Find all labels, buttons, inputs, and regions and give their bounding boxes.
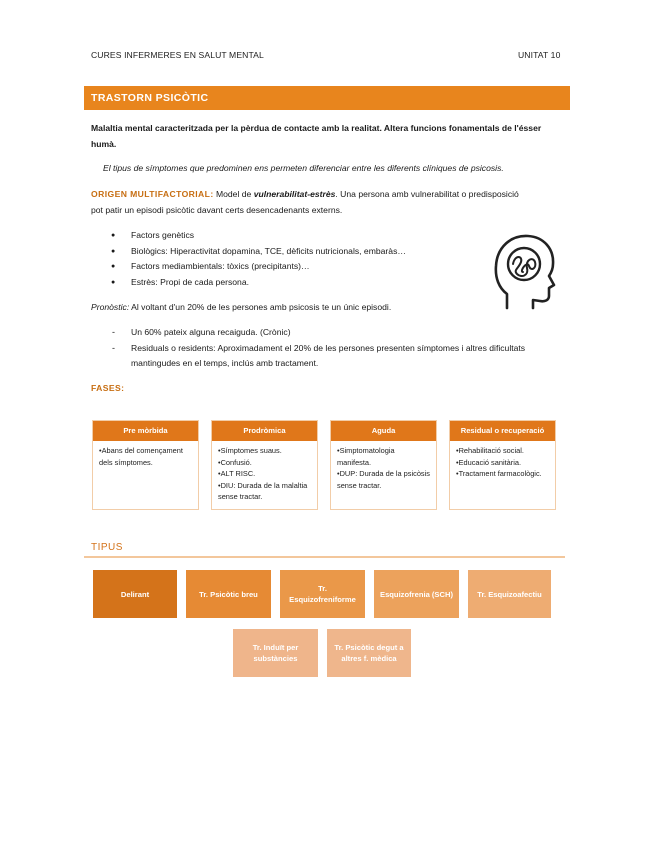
list-item: - Un 60% pateix alguna recaiguda. (Crònic) (111, 325, 541, 341)
tipus-divider (84, 556, 565, 558)
phase-residual (449, 420, 556, 510)
origen-paragraph (91, 187, 521, 218)
origen-label: ORIGEN MULTIFACTORIAL: (91, 189, 214, 199)
list-item: ● Biològics: Hiperactivitat dopamina, TCE, dèficits nutricionals, embaràs… (111, 244, 491, 260)
phase-item: •Simptomatologia manifesta. (337, 446, 395, 467)
phase-item: •Tractament farmacològic. (456, 469, 542, 479)
phase-item: •DUP: Durada de la psicòsis sense tractar. (337, 469, 430, 490)
tipus-box-psicotic-breu: Tr. Psicòtic breu (186, 570, 271, 618)
header-left: CURES INFERMERES EN SALUT MENTAL (91, 50, 264, 60)
definition-text: Malaltia mental caracteritzada per la pèrdua de contacte amb la realitat. Altera funcions fonamentals de l'ésser humà. (91, 123, 542, 149)
pronostic-list (111, 325, 541, 372)
list-item: - Residuals o residents: Aproximadament el 20% de les persones presenten símptomes i altres dificultats mantingudes en el temps, inclús amb tractament. (111, 341, 541, 372)
tipus-box-esquizoafectiu: Tr. Esquizoafectiu (468, 570, 551, 618)
factors-list (111, 228, 491, 290)
pronostic-paragraph (91, 300, 561, 316)
list-item: ● Factors mediambientals: tòxics (precipitants)… (111, 259, 491, 275)
fases-label: FASES: (91, 383, 125, 393)
italic-note: El tipus de símptomes que predominen ens permeten diferenciar entre les diferents clíniques de psicosis. (103, 163, 504, 173)
phase-aguda (330, 420, 437, 510)
tipus-box-altres-medica: Tr. Psicòtic degut a altres f. mèdica (327, 629, 411, 677)
phase-premorbida (92, 420, 199, 510)
origen-text-after: . Una persona amb vulnerabilitat o predisposició pot patir un episodi psicòtic davant certs desencadenants externs. (91, 189, 519, 215)
phase-title: Prodròmica (212, 421, 317, 441)
tipus-label: TIPUS (91, 542, 123, 553)
section-title: TRASTORN PSICÒTIC (91, 92, 209, 104)
header-right: UNITAT 10 (518, 50, 561, 60)
list-item: ● Factors genètics (111, 228, 491, 244)
tipus-box-esquizofreniforme: Tr. Esquizofreniforme (280, 570, 365, 618)
phase-item: •ALT RISC. (218, 469, 256, 479)
pronostic-label: Pronòstic: (91, 302, 130, 312)
tipus-box-esquizofrenia: Esquizofrenia (SCH) (374, 570, 459, 618)
pronostic-text: Al voltant d'un 20% de les persones amb psicosis te un únic episodi. (129, 302, 392, 312)
phase-item: •Rehabilitació social. (456, 446, 524, 455)
phase-item: •Confusió. (218, 457, 252, 467)
phase-item: •Símptomes suaus. (218, 446, 282, 455)
phase-title: Residual o recuperació (450, 421, 555, 441)
origen-text-italic: vulnerabilitat-estrès (253, 189, 336, 199)
phase-prodromica (211, 420, 318, 510)
phase-title: Aguda (331, 421, 436, 441)
phase-item: •Abans del començament dels símptomes. (99, 446, 183, 467)
phase-item: •Educació sanitària. (456, 457, 522, 467)
list-item: ● Estrès: Propi de cada persona. (111, 275, 491, 291)
tipus-box-induit-substancies: Tr. Induït per substàncies (233, 629, 318, 677)
tipus-box-delirant: Delirant (93, 570, 177, 618)
section-title-bar (84, 86, 570, 110)
phase-item: •DIU: Durada de la malaltia sense tractar. (218, 480, 308, 502)
phase-title: Pre mòrbida (93, 421, 198, 441)
origen-text-before: Model de (213, 189, 254, 199)
